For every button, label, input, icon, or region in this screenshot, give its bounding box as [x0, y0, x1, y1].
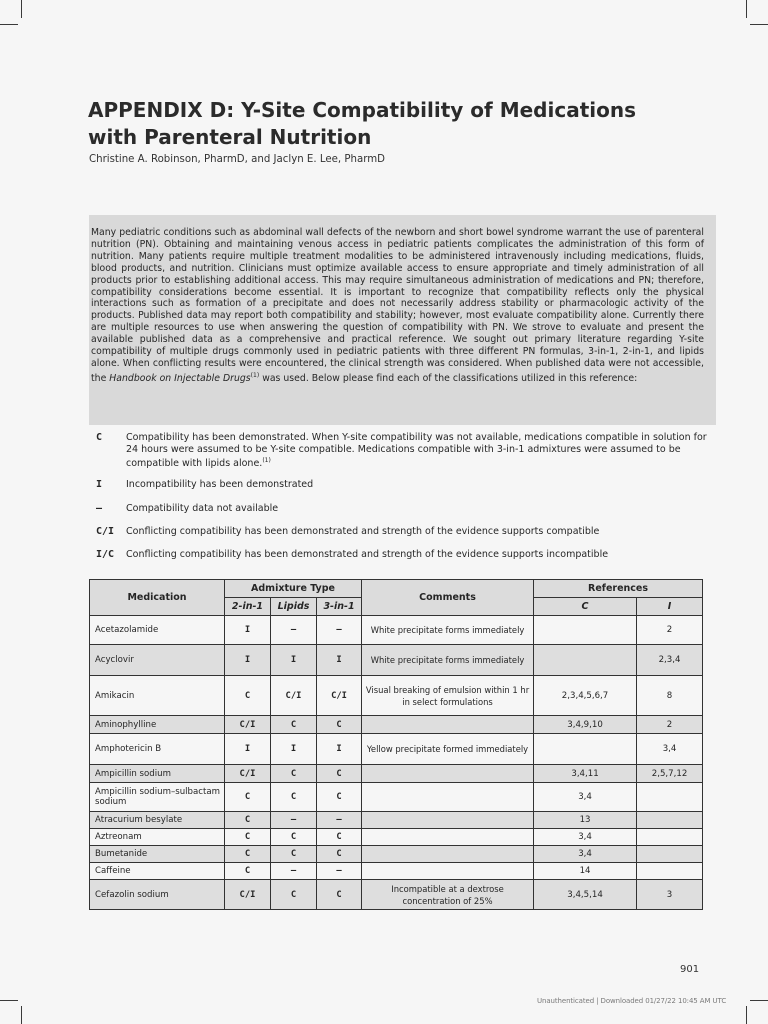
- legend-key: I/C: [96, 549, 115, 560]
- references-c: 2,3,4,5,6,7: [534, 676, 637, 716]
- crop-mark: [21, 1006, 22, 1024]
- compat-3-in-1: —: [317, 812, 362, 829]
- compat-lipids: —: [271, 812, 317, 829]
- references-i: 2,3,4: [637, 645, 703, 676]
- legend-description: [126, 549, 708, 561]
- compat-lipids: —: [271, 616, 317, 645]
- compat-2-in-1: C: [225, 829, 271, 846]
- table-row: [90, 812, 703, 829]
- comments-cell: Visual breaking of emulsion within 1 hr in select formulations: [362, 676, 534, 716]
- table-body: [90, 616, 703, 910]
- references-c: [534, 616, 637, 645]
- references-i: 3,4: [637, 734, 703, 765]
- compat-2-in-1: I: [225, 645, 271, 676]
- table-row: [90, 676, 703, 716]
- table-row: [90, 829, 703, 846]
- table-row: [90, 645, 703, 676]
- compat-lipids: I: [271, 734, 317, 765]
- title-line-1: APPENDIX D: Y-Site Compatibility of Medications: [88, 98, 636, 122]
- medication-name: Acetazolamide: [90, 616, 225, 645]
- comments-cell: Incompatible at a dextrose concentration of 25%: [362, 880, 534, 910]
- compat-3-in-1: C: [317, 829, 362, 846]
- header-comments: Comments: [362, 580, 534, 616]
- compat-3-in-1: C/I: [317, 676, 362, 716]
- table-row: [90, 765, 703, 783]
- compat-2-in-1: I: [225, 734, 271, 765]
- compat-3-in-1: I: [317, 645, 362, 676]
- legend-description-text: Conflicting compatibility has been demonstrated and strength of the evidence supports compatible: [126, 526, 600, 537]
- references-i: [637, 783, 703, 812]
- compat-3-in-1: C: [317, 783, 362, 812]
- references-c: 3,4: [534, 783, 637, 812]
- crop-mark: [21, 0, 22, 18]
- references-c: [534, 645, 637, 676]
- page-title: [88, 97, 728, 151]
- table-row: [90, 716, 703, 734]
- comments-cell: [362, 863, 534, 880]
- comments-cell: [362, 846, 534, 863]
- table-row: [90, 616, 703, 645]
- compat-3-in-1: C: [317, 880, 362, 910]
- compat-lipids: —: [271, 863, 317, 880]
- header-2-in-1: 2-in-1: [225, 598, 271, 616]
- references-c: 3,4: [534, 846, 637, 863]
- references-c: 14: [534, 863, 637, 880]
- legend-key: I: [96, 479, 103, 490]
- crop-mark: [750, 24, 768, 25]
- comments-cell: [362, 812, 534, 829]
- references-i: 3: [637, 880, 703, 910]
- compat-2-in-1: C: [225, 783, 271, 812]
- comments-cell: White precipitate forms immediately: [362, 645, 534, 676]
- intro-italic-ref: Handbook on Injectable Drugs: [109, 372, 251, 384]
- references-i: 2,5,7,12: [637, 765, 703, 783]
- compat-3-in-1: —: [317, 616, 362, 645]
- crop-mark: [0, 1000, 18, 1001]
- crop-mark: [746, 0, 747, 18]
- medication-name: Atracurium besylate: [90, 812, 225, 829]
- medication-name: Ampicillin sodium: [90, 765, 225, 783]
- compat-lipids: C: [271, 765, 317, 783]
- medication-name: Amphotericin B: [90, 734, 225, 765]
- table-row: [90, 846, 703, 863]
- compat-lipids: I: [271, 645, 317, 676]
- references-i: 2: [637, 616, 703, 645]
- medication-name: Cefazolin sodium: [90, 880, 225, 910]
- legend-ref-sup: (1): [262, 457, 271, 465]
- legend-description: [126, 432, 708, 470]
- legend-key: —: [96, 503, 103, 514]
- table-row: [90, 783, 703, 812]
- header-references: References: [534, 580, 703, 598]
- header-medication: Medication: [90, 580, 225, 616]
- crop-mark: [746, 1006, 747, 1024]
- header-admixture-type: Admixture Type: [225, 580, 362, 598]
- legend-item: [96, 549, 708, 561]
- crop-mark: [750, 1000, 768, 1001]
- legend-description: [126, 503, 708, 515]
- medication-name: Bumetanide: [90, 846, 225, 863]
- page-number: 901: [680, 964, 700, 975]
- compat-2-in-1: C: [225, 812, 271, 829]
- medication-name: Acyclovir: [90, 645, 225, 676]
- compat-2-in-1: C: [225, 846, 271, 863]
- comments-cell: White precipitate forms immediately: [362, 616, 534, 645]
- title-line-2: with Parenteral Nutrition: [88, 125, 372, 149]
- compat-2-in-1: C/I: [225, 765, 271, 783]
- references-c: 3,4: [534, 829, 637, 846]
- compat-lipids: C/I: [271, 676, 317, 716]
- comments-cell: [362, 716, 534, 734]
- comments-cell: [362, 829, 534, 846]
- references-i: 2: [637, 716, 703, 734]
- compat-lipids: C: [271, 716, 317, 734]
- references-c: 3,4,5,14: [534, 880, 637, 910]
- legend-description: [126, 479, 708, 491]
- comments-cell: Yellow precipitate formed immediately: [362, 734, 534, 765]
- medication-name: Amikacin: [90, 676, 225, 716]
- legend-description-text: Compatibility data not available: [126, 503, 279, 514]
- compat-2-in-1: C/I: [225, 880, 271, 910]
- intro-text-end: was used. Below please find each of the classifications utilized in this reference:: [259, 372, 638, 384]
- legend-item: [96, 432, 708, 470]
- header-ref-i: I: [637, 598, 703, 616]
- compat-2-in-1: I: [225, 616, 271, 645]
- compat-3-in-1: C: [317, 765, 362, 783]
- compat-3-in-1: C: [317, 846, 362, 863]
- references-c: 3,4,11: [534, 765, 637, 783]
- compat-lipids: C: [271, 846, 317, 863]
- compat-lipids: C: [271, 829, 317, 846]
- references-c: [534, 734, 637, 765]
- compat-3-in-1: —: [317, 863, 362, 880]
- compat-lipids: C: [271, 880, 317, 910]
- authors: Christine A. Robinson, PharmD, and Jaclyn E. Lee, PharmD: [89, 154, 385, 165]
- intro-box: [89, 215, 716, 425]
- legend-item: [96, 503, 708, 515]
- references-i: [637, 846, 703, 863]
- table-row: [90, 734, 703, 765]
- comments-cell: [362, 765, 534, 783]
- compat-2-in-1: C: [225, 863, 271, 880]
- legend-key: C/I: [96, 526, 115, 537]
- header-lipids: Lipids: [271, 598, 317, 616]
- references-i: [637, 812, 703, 829]
- intro-paragraph: [91, 227, 704, 385]
- legend-key: C: [96, 432, 103, 443]
- intro-ref-sup: (1): [250, 371, 260, 379]
- references-i: [637, 829, 703, 846]
- header-ref-c: C: [534, 598, 637, 616]
- comments-cell: [362, 783, 534, 812]
- legend-description: [126, 526, 708, 538]
- references-i: 8: [637, 676, 703, 716]
- compat-3-in-1: C: [317, 716, 362, 734]
- table-row: [90, 863, 703, 880]
- medication-name: Ampicillin sodium–sulbactam sodium: [90, 783, 225, 812]
- references-c: 3,4,9,10: [534, 716, 637, 734]
- legend-item: [96, 479, 708, 491]
- compat-2-in-1: C: [225, 676, 271, 716]
- legend-description-text: Conflicting compatibility has been demonstrated and strength of the evidence supports incompatible: [126, 549, 609, 560]
- references-c: 13: [534, 812, 637, 829]
- download-footer: Unauthenticated | Downloaded 01/27/22 10:45 AM UTC: [537, 997, 727, 1005]
- legend-description-text: Compatibility has been demonstrated. When Y-site compatibility was not available, medications compatible in solution for 24 hours were assumed to be Y-site compatible. Medications compatible with 3-in-1 admixtures were assumed to be compatible with lipids alone.: [126, 432, 707, 470]
- compatibility-table: [89, 579, 703, 910]
- legend-description-text: Incompatibility has been demonstrated: [126, 479, 314, 490]
- medication-name: Aminophylline: [90, 716, 225, 734]
- medication-name: Aztreonam: [90, 829, 225, 846]
- table-row: [90, 880, 703, 910]
- intro-text: Many pediatric conditions such as abdominal wall defects of the newborn and short bowel syndrome warrant the use of parenteral nutrition (PN). Obtaining and maintaining venous access in pediatric patients complicates the administration of this form of nutrition. Many patients require multiple treatment modalities to be administered intravenously including medications, fluids, blood products, and nutrition. Clinicians must optimize available access to ensure appropriate and timely administration of all products prior to establishing additional access. This may require simultaneous administration of medications and PN; therefore, compatibility considerations become essential. It is important to recognize that compatibility reflects only the physical interactions such as formation of a precipitate and does not necessarily address stability or pharmacologic activity of the products. Published data may report both compatibility and stability; however, most evaluate compatibility alone. Currently there are multiple resources to use when answering the question of compatibility with PN. We strove to evaluate and present the available published data as a comprehensive and practical reference. We sought out primary literature regarding Y-site compatibility of multiple drugs commonly used in pediatric patients with three different PN formulas, 3-in-1, 2-in-1, and lipids alone. When conflicting results were encountered, the clinical strength was considered. When published data were not accessible, the: [91, 227, 704, 384]
- compat-3-in-1: I: [317, 734, 362, 765]
- header-3-in-1: 3-in-1: [317, 598, 362, 616]
- crop-mark: [0, 24, 18, 25]
- compat-2-in-1: C/I: [225, 716, 271, 734]
- legend-item: [96, 526, 708, 538]
- references-i: [637, 863, 703, 880]
- compat-lipids: C: [271, 783, 317, 812]
- medication-name: Caffeine: [90, 863, 225, 880]
